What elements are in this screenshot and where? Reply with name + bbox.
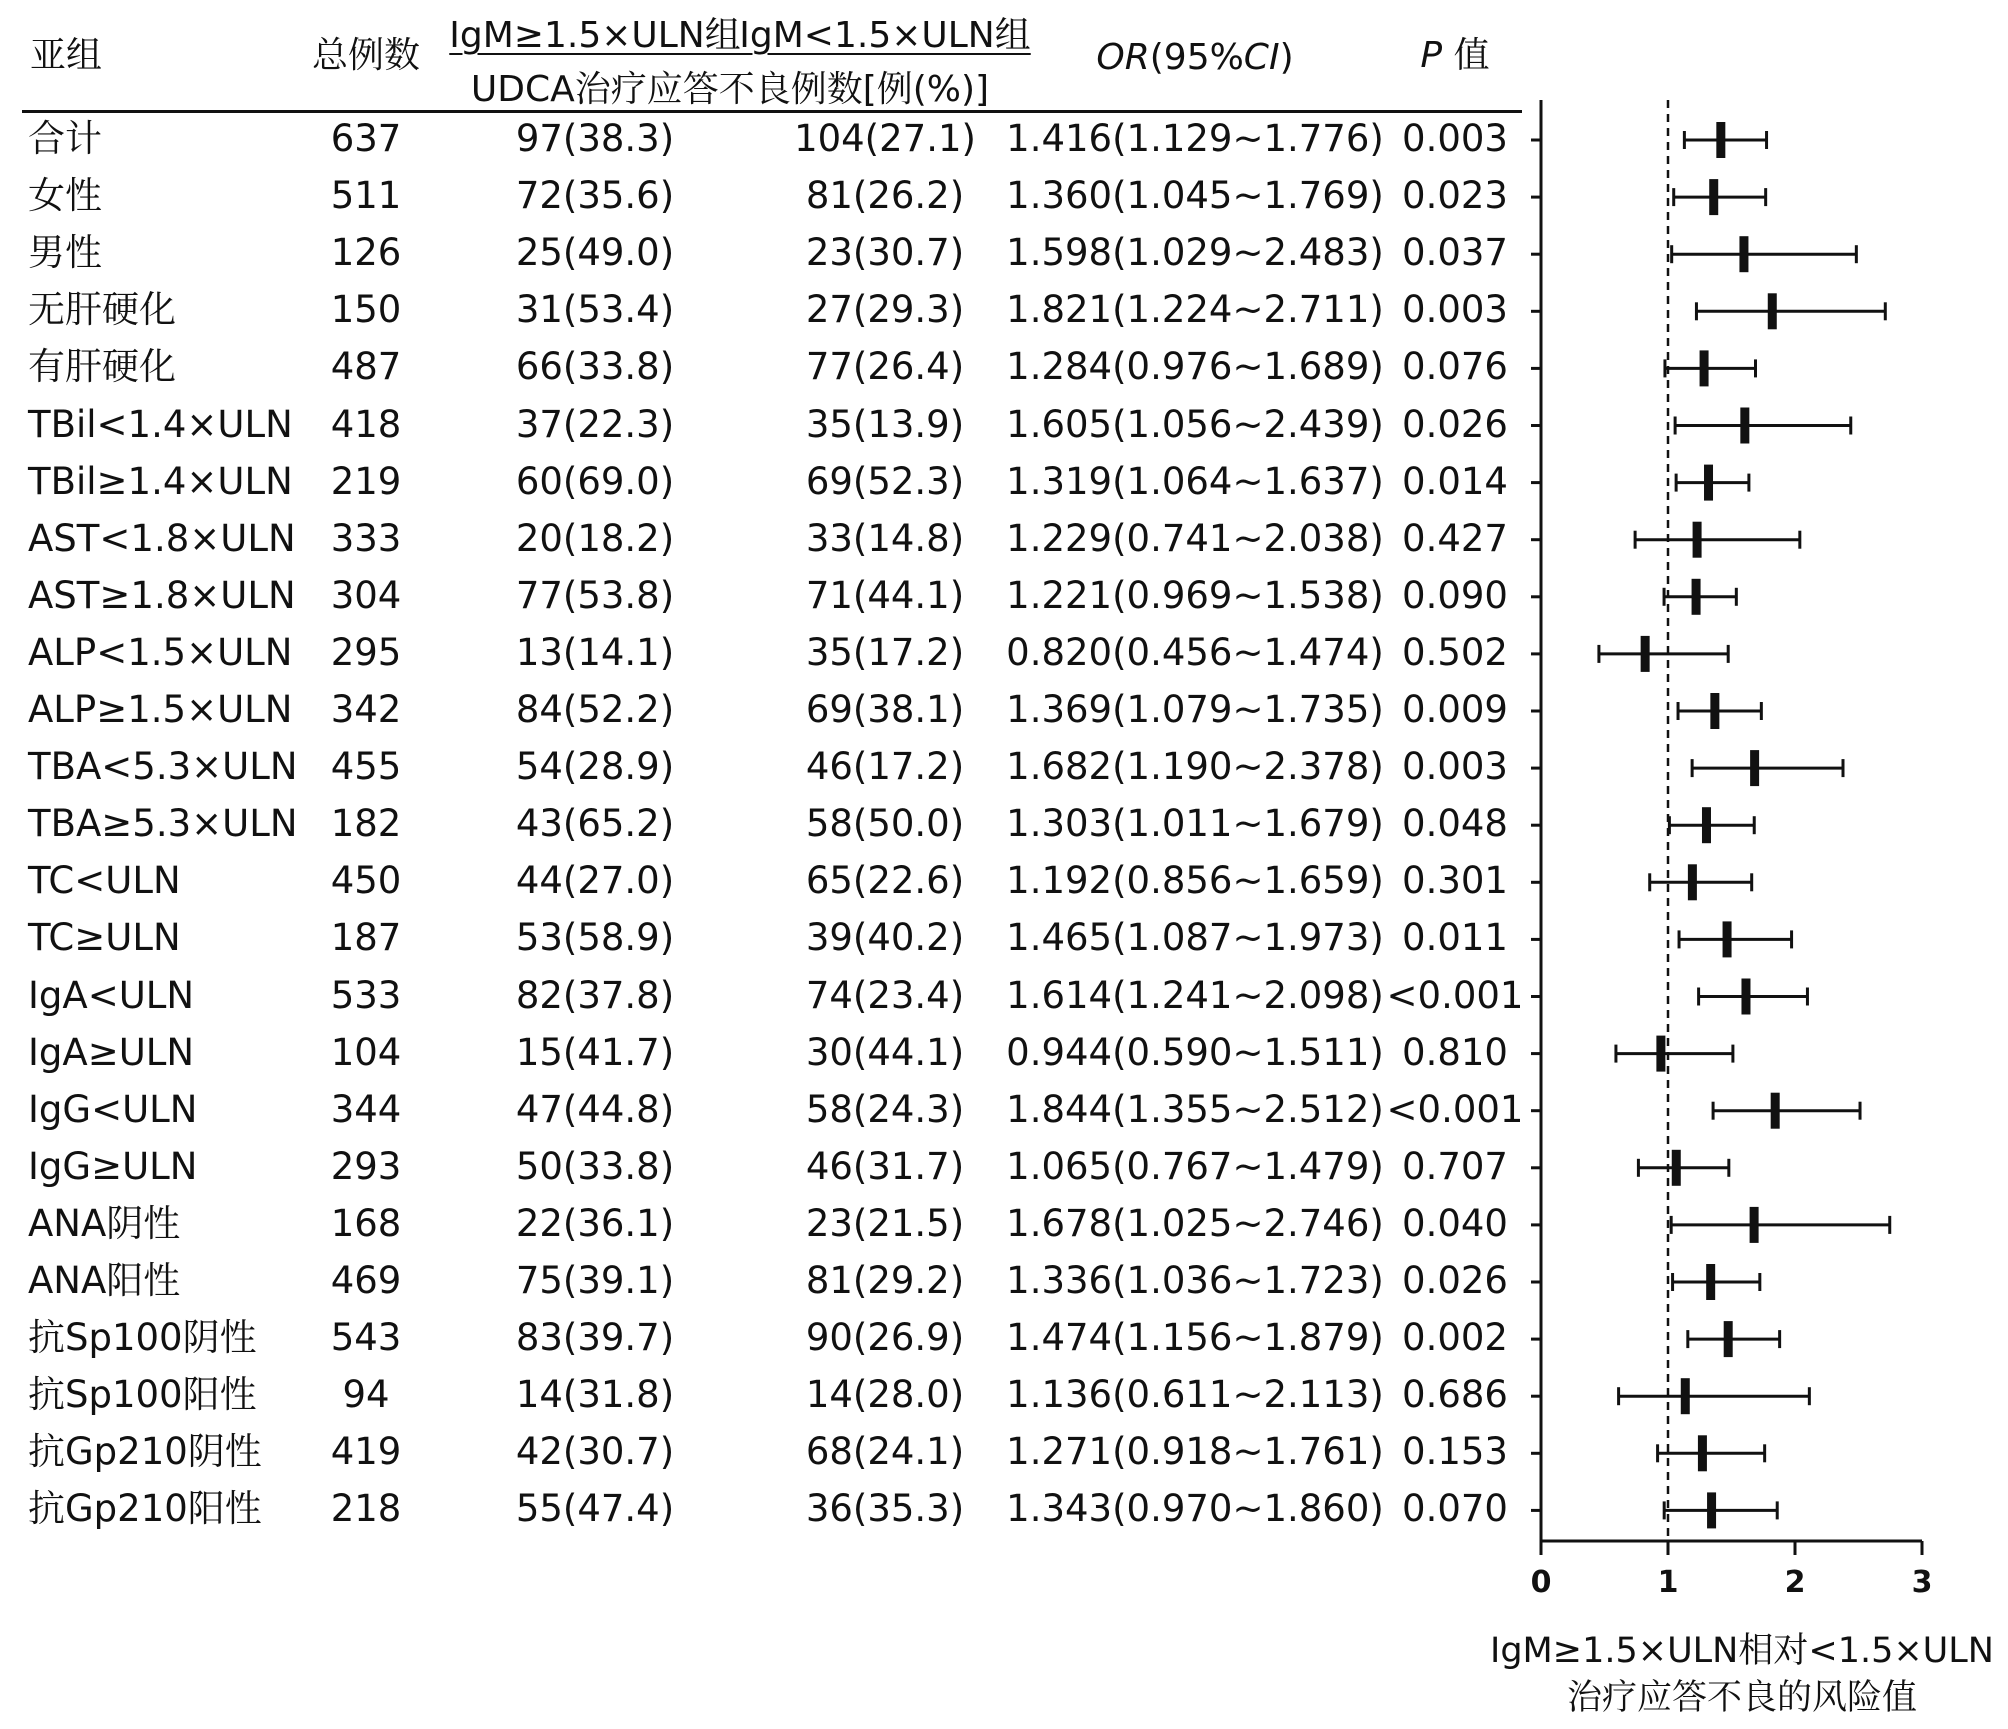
or-point <box>1710 693 1719 729</box>
row-subgroup: IgG<ULN <box>28 1087 198 1131</box>
row-subgroup: 无肝硬化 <box>28 288 176 332</box>
or-point <box>1681 1378 1690 1414</box>
row-subgroup: TBA≥5.3×ULN <box>28 802 298 846</box>
header-or-b: (95% <box>1149 37 1244 78</box>
row-p: 0.090 <box>1402 573 1508 617</box>
row-total: 342 <box>330 688 402 731</box>
row-high: 14(31.8) <box>515 1373 675 1417</box>
row-high: 25(49.0) <box>515 231 675 275</box>
or-point <box>1723 921 1732 957</box>
row-p: 0.003 <box>1402 117 1508 160</box>
row-or: 1.678(1.025~2.746) <box>1006 1201 1384 1245</box>
row-high: 50(33.8) <box>515 1144 675 1188</box>
row-subgroup: TBil≥1.4×ULN <box>28 459 293 503</box>
row-or: 1.319(1.064~1.637) <box>1006 459 1384 503</box>
or-point <box>1672 1150 1681 1186</box>
row-subgroup: 合计 <box>28 117 102 160</box>
or-point <box>1716 122 1725 158</box>
row-low: 35(17.2) <box>805 630 965 674</box>
row-high: 31(53.4) <box>515 288 675 332</box>
header-or-c: CI <box>1243 37 1280 78</box>
row-total: 104 <box>330 1030 402 1074</box>
x-axis-label <box>1490 1628 1994 1723</box>
row-or: 1.474(1.156~1.879) <box>1006 1316 1384 1360</box>
or-point <box>1702 807 1711 843</box>
row-subgroup: 男性 <box>28 231 102 275</box>
row-subgroup: AST≥1.8×ULN <box>28 573 296 617</box>
header-total: 总例数 <box>311 35 421 76</box>
row-p: 0.686 <box>1402 1373 1508 1417</box>
row-low: 69(38.1) <box>805 688 965 731</box>
row-p: <0.001 <box>1386 1087 1524 1131</box>
or-point <box>1750 750 1759 786</box>
row-or: 1.360(1.045~1.769) <box>1006 174 1384 218</box>
row-p: 0.037 <box>1402 231 1508 275</box>
row-subgroup: 抗Sp100阳性 <box>28 1373 257 1417</box>
row-or: 1.821(1.224~2.711) <box>1006 288 1384 332</box>
row-total: 533 <box>330 973 402 1017</box>
row-total: 450 <box>330 859 402 903</box>
row-total: 126 <box>330 231 402 275</box>
row-total: 487 <box>330 345 402 389</box>
row-high: 84(52.2) <box>515 688 675 731</box>
row-or: 0.820(0.456~1.474) <box>1006 630 1384 674</box>
row-low: 23(30.7) <box>805 231 965 275</box>
row-low: 58(50.0) <box>805 802 965 846</box>
row-or: 1.229(0.741~2.038) <box>1006 516 1384 560</box>
row-or: 1.465(1.087~1.973) <box>1006 916 1384 960</box>
row-or: 1.614(1.241~2.098) <box>1006 973 1384 1017</box>
row-low: 36(35.3) <box>805 1487 965 1531</box>
header-group-low: IgM<1.5×ULN组 <box>739 15 1031 56</box>
row-p: 0.003 <box>1402 288 1508 332</box>
row-low: 46(31.7) <box>805 1144 965 1188</box>
or-point <box>1641 636 1650 672</box>
row-low: 104(27.1) <box>794 117 976 160</box>
row-low: 71(44.1) <box>805 573 965 617</box>
row-or: 1.221(0.969~1.538) <box>1006 573 1384 617</box>
x-tick-label: 2 <box>1784 1565 1806 1600</box>
row-subgroup: TBA<5.3×ULN <box>28 745 298 789</box>
row-low: 30(44.1) <box>805 1030 965 1074</box>
row-low: 14(28.0) <box>805 1373 965 1417</box>
row-subgroup: 抗Gp210阴性 <box>28 1430 262 1474</box>
x-tick-label: 1 <box>1657 1565 1679 1600</box>
row-or: 1.065(0.767~1.479) <box>1006 1144 1384 1188</box>
row-p: 0.810 <box>1402 1030 1508 1074</box>
header-p-a: P <box>1420 35 1443 76</box>
row-p: 0.040 <box>1402 1201 1508 1245</box>
row-p: 0.070 <box>1402 1487 1508 1531</box>
or-point <box>1750 1207 1759 1243</box>
row-subgroup: 抗Sp100阴性 <box>28 1316 257 1360</box>
row-high: 55(47.4) <box>515 1487 675 1531</box>
or-point <box>1724 1321 1733 1357</box>
row-total: 333 <box>330 516 402 560</box>
row-low: 68(24.1) <box>805 1430 965 1474</box>
or-point <box>1709 179 1718 215</box>
row-high: 97(38.3) <box>515 117 675 160</box>
x-axis-label-line2: 治疗应答不良的风险值 <box>1566 1678 1917 1719</box>
row-total: 344 <box>330 1087 402 1131</box>
row-low: 77(26.4) <box>805 345 965 389</box>
row-subgroup: 有肝硬化 <box>28 345 176 389</box>
row-p: 0.427 <box>1402 516 1508 560</box>
row-or: 1.192(0.856~1.659) <box>1006 859 1384 903</box>
or-point <box>1704 465 1713 501</box>
or-point <box>1740 408 1749 444</box>
row-high: 83(39.7) <box>515 1316 675 1360</box>
row-subgroup: TBil<1.4×ULN <box>28 402 293 446</box>
row-p: 0.014 <box>1402 459 1508 503</box>
row-total: 187 <box>330 916 402 960</box>
row-high: 20(18.2) <box>515 516 675 560</box>
or-point <box>1741 979 1750 1015</box>
row-or: 1.369(1.079~1.735) <box>1006 688 1384 731</box>
header-subheader: UDCA治疗应答不良例数[例(%)] <box>470 69 990 110</box>
row-low: 46(17.2) <box>805 745 965 789</box>
row-p: 0.009 <box>1402 688 1508 731</box>
row-p: 0.023 <box>1402 174 1508 218</box>
or-point <box>1656 1036 1665 1072</box>
row-subgroup: IgG≥ULN <box>28 1144 198 1188</box>
row-p: 0.003 <box>1402 745 1508 789</box>
row-total: 150 <box>330 288 402 332</box>
row-total: 182 <box>330 802 402 846</box>
row-high: 15(41.7) <box>515 1030 675 1074</box>
row-subgroup: AST<1.8×ULN <box>28 516 296 560</box>
row-high: 82(37.8) <box>515 973 675 1017</box>
row-or: 1.284(0.976~1.689) <box>1006 345 1384 389</box>
row-total: 295 <box>330 630 402 674</box>
row-p: 0.502 <box>1402 630 1508 674</box>
row-or: 1.416(1.129~1.776) <box>1006 117 1384 160</box>
row-total: 637 <box>330 117 402 160</box>
row-p: 0.011 <box>1402 916 1508 960</box>
x-axis-label-line1: IgM≥1.5×ULN相对<1.5×ULN <box>1490 1631 1994 1671</box>
row-total: 218 <box>330 1487 402 1531</box>
row-subgroup: 抗Gp210阳性 <box>28 1487 262 1531</box>
row-total: 418 <box>330 402 402 446</box>
header-or-d: ) <box>1279 37 1294 78</box>
row-total: 455 <box>330 745 402 789</box>
row-total: 94 <box>342 1373 390 1417</box>
row-total: 168 <box>330 1201 402 1245</box>
row-low: 90(26.9) <box>805 1316 965 1360</box>
row-low: 69(52.3) <box>805 459 965 503</box>
row-or: 1.598(1.029~2.483) <box>1006 231 1384 275</box>
row-p: 0.026 <box>1402 1259 1508 1302</box>
row-or: 0.944(0.590~1.511) <box>1006 1030 1384 1074</box>
row-p: 0.153 <box>1402 1430 1508 1474</box>
row-low: 23(21.5) <box>805 1201 965 1245</box>
row-total: 304 <box>330 573 402 617</box>
row-high: 43(65.2) <box>515 802 675 846</box>
header-subgroup: 亚组 <box>30 35 103 76</box>
row-low: 27(29.3) <box>805 288 965 332</box>
row-high: 22(36.1) <box>515 1201 675 1245</box>
row-total: 469 <box>330 1259 402 1302</box>
or-point <box>1768 293 1777 329</box>
x-tick-label: 0 <box>1530 1565 1552 1600</box>
or-point <box>1698 1435 1707 1471</box>
row-subgroup: TC<ULN <box>28 859 181 903</box>
row-low: 74(23.4) <box>805 973 965 1017</box>
row-subgroup: ANA阳性 <box>28 1259 181 1302</box>
row-high: 13(14.1) <box>515 630 675 674</box>
or-point <box>1692 579 1701 615</box>
or-point <box>1693 522 1702 558</box>
row-or: 1.303(1.011~1.679) <box>1006 802 1384 846</box>
row-subgroup: TC≥ULN <box>28 916 181 960</box>
row-total: 219 <box>330 459 402 503</box>
header-p-b: 值 <box>1442 35 1490 76</box>
row-high: 54(28.9) <box>515 745 675 789</box>
row-subgroup: IgA<ULN <box>28 973 195 1017</box>
row-p: 0.301 <box>1402 859 1508 903</box>
header-group-high: IgM≥1.5×ULN组 <box>449 15 741 56</box>
row-or: 1.605(1.056~2.439) <box>1006 402 1384 446</box>
row-low: 58(24.3) <box>805 1087 965 1131</box>
row-subgroup: 女性 <box>28 174 102 218</box>
row-low: 81(26.2) <box>805 174 965 218</box>
row-p: <0.001 <box>1386 973 1524 1017</box>
or-point <box>1700 350 1709 386</box>
or-point <box>1739 236 1748 272</box>
row-total: 419 <box>330 1430 402 1474</box>
row-high: 37(22.3) <box>515 402 675 446</box>
header-or-a: OR <box>1096 37 1150 78</box>
row-low: 39(40.2) <box>805 916 965 960</box>
or-point <box>1688 864 1697 900</box>
row-high: 75(39.1) <box>515 1259 675 1302</box>
row-high: 42(30.7) <box>515 1430 675 1474</box>
row-subgroup: ANA阴性 <box>28 1201 181 1245</box>
row-or: 1.336(1.036~1.723) <box>1006 1259 1384 1302</box>
x-tick-label: 3 <box>1911 1565 1933 1600</box>
row-or: 1.136(0.611~2.113) <box>1006 1373 1384 1417</box>
or-point <box>1771 1093 1780 1129</box>
row-low: 33(14.8) <box>805 516 965 560</box>
row-total: 293 <box>330 1144 402 1188</box>
row-high: 60(69.0) <box>515 459 675 503</box>
row-high: 72(35.6) <box>515 174 675 218</box>
row-high: 77(53.8) <box>515 573 675 617</box>
row-or: 1.343(0.970~1.860) <box>1006 1487 1384 1531</box>
row-high: 47(44.8) <box>515 1087 675 1131</box>
row-high: 66(33.8) <box>515 345 675 389</box>
row-high: 44(27.0) <box>515 859 675 903</box>
row-p: 0.076 <box>1402 345 1508 389</box>
row-subgroup: ALP≥1.5×ULN <box>28 688 293 731</box>
row-high: 53(58.9) <box>515 916 675 960</box>
row-low: 81(29.2) <box>805 1259 965 1302</box>
row-p: 0.707 <box>1402 1144 1508 1188</box>
row-p: 0.002 <box>1402 1316 1508 1360</box>
row-or: 1.844(1.355~2.512) <box>1006 1087 1384 1131</box>
row-low: 65(22.6) <box>805 859 965 903</box>
or-point <box>1707 1492 1716 1528</box>
row-subgroup: IgA≥ULN <box>28 1030 195 1074</box>
row-or: 1.682(1.190~2.378) <box>1006 745 1384 789</box>
row-total: 511 <box>330 174 402 218</box>
or-point <box>1706 1264 1715 1300</box>
row-low: 35(13.9) <box>805 402 965 446</box>
row-or: 1.271(0.918~1.761) <box>1006 1430 1384 1474</box>
row-p: 0.026 <box>1402 402 1508 446</box>
row-subgroup: ALP<1.5×ULN <box>28 630 293 674</box>
row-total: 543 <box>330 1316 402 1360</box>
row-p: 0.048 <box>1402 802 1508 846</box>
